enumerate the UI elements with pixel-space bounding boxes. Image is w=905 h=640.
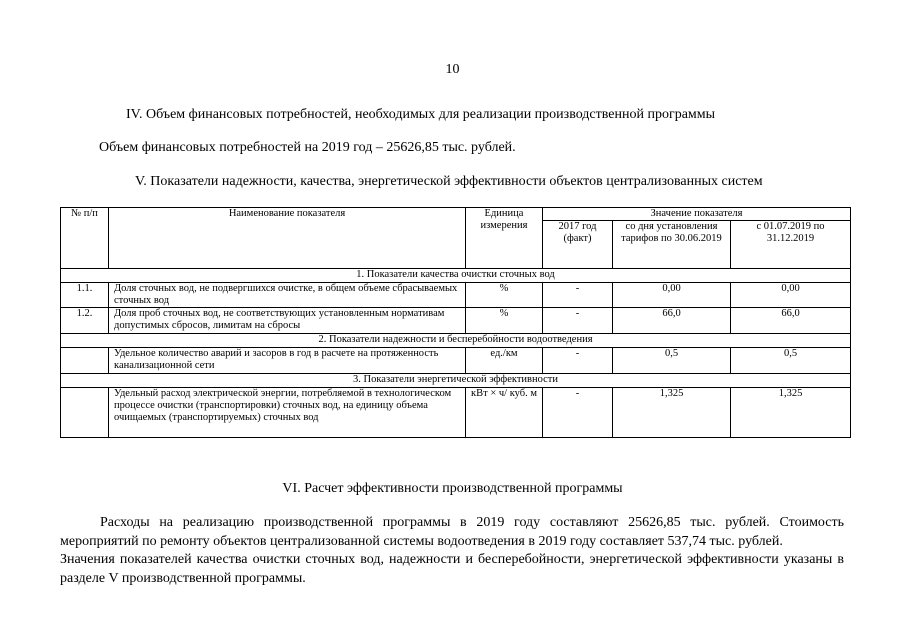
row-name: Доля проб сточных вод, не соответствующих установленным нормативам допустимых сбросов, лимитам на сбросы	[109, 308, 466, 334]
section-4-heading: IV. Объем финансовых потребностей, необходимых для реализации производственной программы	[126, 107, 716, 122]
row-num	[61, 348, 109, 374]
row-num	[61, 388, 109, 438]
table-row	[61, 348, 851, 374]
row-num: 1.2.	[61, 308, 109, 334]
row-value-2: 66,0	[731, 308, 851, 334]
row-unit: ед./км	[466, 348, 543, 374]
row-value-1: 0,5	[613, 348, 731, 374]
header-value: Значение показателя	[543, 208, 851, 221]
row-value-2: 0,5	[731, 348, 851, 374]
row-num: 1.1.	[61, 283, 109, 308]
header-num: № п/п	[61, 208, 109, 269]
paragraph-costs: Расходы на реализацию производственной программы в 2019 году составляют 25626,85 тыс. рублей. Стоимость мероприятий по ремонту объектов централизованной системы водоотведения в 2019 году составляет 537,74 тыс. рублей.	[60, 515, 844, 549]
header-tariff-date: со дня установления тарифов по 30.06.2019	[613, 221, 731, 269]
section-6-body	[60, 514, 844, 588]
row-unit: кВт × ч/ куб. м	[466, 388, 543, 438]
group-title: 2. Показатели надежности и бесперебойности водоотведения	[61, 334, 851, 348]
group-title: 3. Показатели энергетической эффективности	[61, 374, 851, 388]
row-value-2: 0,00	[731, 283, 851, 308]
row-2017: -	[543, 308, 613, 334]
header-name: Наименование показателя	[109, 208, 466, 269]
group-row	[61, 269, 851, 283]
row-unit: %	[466, 308, 543, 334]
indicators-table	[60, 207, 851, 438]
row-name: Удельный расход электрической энергии, потребляемой в технологическом процессе очистки (транспортировки) сточных вод, на единицу объема очищаемых (транспортируемых) сточных вод	[109, 388, 466, 438]
table-row	[61, 388, 851, 438]
financial-needs-text: Объем финансовых потребностей на 2019 год – 25626,85 тыс. рублей.	[99, 140, 516, 155]
table-row	[61, 283, 851, 308]
table-header-row	[61, 208, 851, 221]
paragraph-indicators: Значения показателей качества очистки сточных вод, надежности и бесперебойности, энергетической эффективности указаны в разделе V производственной программы.	[60, 552, 844, 586]
row-unit: %	[466, 283, 543, 308]
section-6-heading: VI. Расчет эффективности производственной программы	[282, 481, 623, 496]
row-value-2: 1,325	[731, 388, 851, 438]
header-2017: 2017 год (факт)	[543, 221, 613, 269]
row-name: Удельное количество аварий и засоров в год в расчете на протяженность канализационной сети	[109, 348, 466, 374]
header-h2-2019: с 01.07.2019 по 31.12.2019	[731, 221, 851, 269]
page-number: 10	[445, 62, 460, 77]
row-2017: -	[543, 348, 613, 374]
row-value-1: 66,0	[613, 308, 731, 334]
group-row	[61, 334, 851, 348]
row-value-1: 1,325	[613, 388, 731, 438]
group-title: 1. Показатели качества очистки сточных вод	[61, 269, 851, 283]
header-unit: Единица измерения	[466, 208, 543, 269]
row-value-1: 0,00	[613, 283, 731, 308]
row-2017: -	[543, 283, 613, 308]
row-name: Доля сточных вод, не подвергшихся очистке, в общем объеме сбрасываемых сточных вод	[109, 283, 466, 308]
group-row	[61, 374, 851, 388]
section-5-heading: V. Показатели надежности, качества, энергетической эффективности объектов централизованных систем	[135, 174, 763, 189]
row-2017: -	[543, 388, 613, 438]
table-row	[61, 308, 851, 334]
